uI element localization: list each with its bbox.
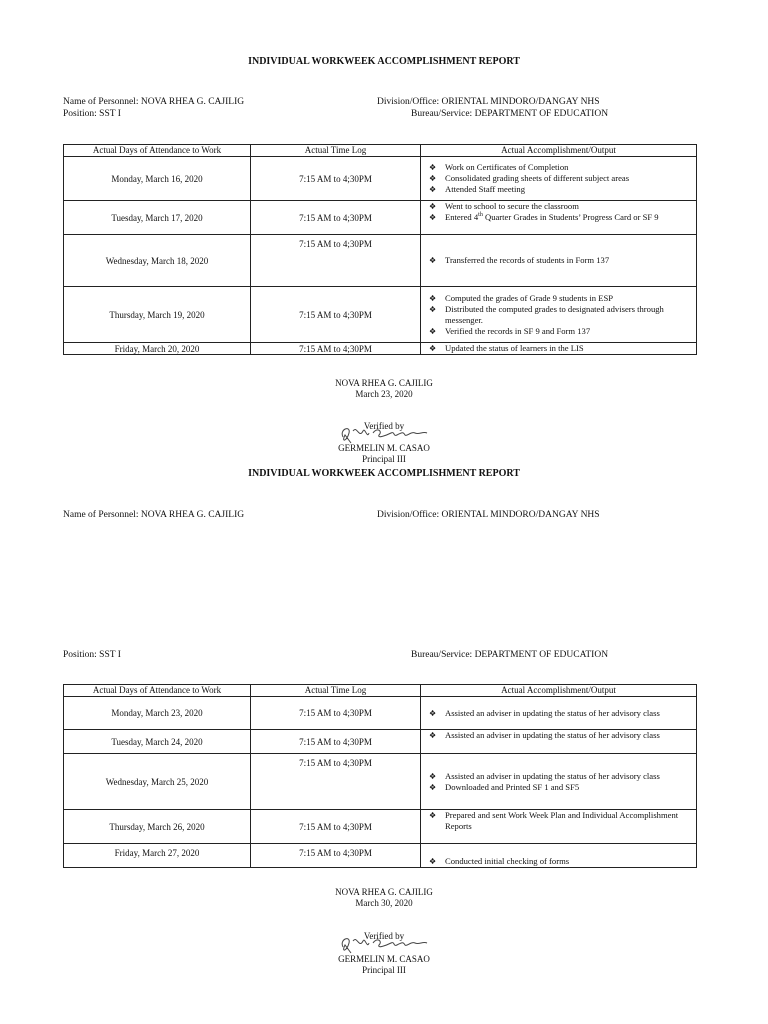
bullet-icon: ❖ <box>429 304 437 314</box>
signature-image <box>335 933 435 955</box>
list-item: ❖ Downloaded and Printed SF 1 and SF5 <box>429 781 580 792</box>
personnel-name: Name of Personnel: NOVA RHEA G. CAJILIG <box>63 97 245 107</box>
signature-icon <box>335 933 435 955</box>
bullet-icon: ❖ <box>429 857 437 866</box>
list-item: ❖ Assisted an adviser in updating the status of her advisory class <box>429 730 660 740</box>
time-cell: 7:15 AM to 4;30PM <box>251 235 421 287</box>
column-header: Actual Days of Attendance to Work <box>64 685 251 697</box>
list-item: ❖ Entered 4th Quarter Grades in Students’ Progress Card or SF 9 <box>429 212 659 222</box>
table-row <box>64 235 697 287</box>
accomplishment-table <box>63 144 697 355</box>
verifier-title: Principal III <box>362 454 406 464</box>
column-header: Actual Accomplishment/Output <box>421 685 697 697</box>
output-cell <box>421 754 697 810</box>
bullet-icon: ❖ <box>429 213 437 222</box>
report-title: INDIVIDUAL WORKWEEK ACCOMPLISHMENT REPORT <box>248 56 520 67</box>
bullet-icon: ❖ <box>429 811 437 820</box>
time-cell: 7:15 AM to 4;30PM <box>251 844 421 868</box>
list-item: ❖ Conducted initial checking of forms <box>429 856 570 866</box>
table-row <box>64 343 697 355</box>
personnel-name: Name of Personnel: NOVA RHEA G. CAJILIG <box>63 510 245 520</box>
table-header-row <box>64 145 697 157</box>
division-office: Division/Office: ORIENTAL MINDORO/DANGAY NHS <box>377 510 600 520</box>
day-cell: Monday, March 23, 2020 <box>64 697 251 730</box>
bullet-icon: ❖ <box>429 185 437 194</box>
output-cell <box>421 287 697 343</box>
day-cell: Thursday, March 19, 2020 <box>64 287 251 343</box>
day-cell: Friday, March 27, 2020 <box>64 844 251 868</box>
bureau-service: Bureau/Service: DEPARTMENT OF EDUCATION <box>411 109 609 119</box>
table-row <box>64 697 697 730</box>
bullet-icon: ❖ <box>429 782 437 792</box>
verifier-info <box>0 443 768 465</box>
bullet-icon: ❖ <box>429 708 437 718</box>
output-cell <box>421 810 697 844</box>
table-header-row <box>64 685 697 697</box>
column-header: Actual Accomplishment/Output <box>421 145 697 157</box>
day-cell: Thursday, March 26, 2020 <box>64 810 251 844</box>
position: Position: SST I <box>63 109 121 119</box>
signer-block <box>0 887 768 909</box>
list-item: ❖ Work on Certificates of Completion <box>429 162 569 172</box>
output-cell <box>421 697 697 730</box>
bullet-icon: ❖ <box>429 771 437 781</box>
list-item: ❖ Assisted an adviser in updating the status of her advisory class <box>429 707 660 718</box>
verified-by-label: Verified by <box>363 931 405 941</box>
time-cell: 7:15 AM to 4;30PM <box>251 754 421 810</box>
output-cell <box>421 201 697 235</box>
verified-by-label: Verified by <box>363 421 405 431</box>
output-cell <box>421 235 697 287</box>
verifier-info <box>0 954 768 976</box>
day-cell: Wednesday, March 18, 2020 <box>64 235 251 287</box>
bullet-icon: ❖ <box>429 256 437 265</box>
column-header: Actual Days of Attendance to Work <box>64 145 251 157</box>
bullet-icon: ❖ <box>429 202 437 211</box>
verifier-name: GERMELIN M. CASAO <box>338 443 430 453</box>
day-cell: Tuesday, March 24, 2020 <box>64 730 251 754</box>
division-office: Division/Office: ORIENTAL MINDORO/DANGAY NHS <box>377 97 600 107</box>
output-cell <box>421 844 697 868</box>
day-cell: Tuesday, March 17, 2020 <box>64 201 251 235</box>
time-cell: 7:15 AM to 4;30PM <box>251 697 421 730</box>
report-title: INDIVIDUAL WORKWEEK ACCOMPLISHMENT REPORT <box>248 468 520 479</box>
list-item: ❖ Attended Staff meeting <box>429 184 526 194</box>
bullet-icon: ❖ <box>429 344 437 353</box>
signature-image <box>335 423 435 445</box>
output-cell <box>421 343 697 355</box>
accomplishment-table <box>63 684 697 868</box>
list-item: ❖ Assisted an adviser in updating the status of her advisory class <box>429 770 660 781</box>
time-cell: 7:15 AM to 4;30PM <box>251 730 421 754</box>
output-cell <box>421 730 697 754</box>
bullet-icon: ❖ <box>429 326 437 336</box>
list-item: ❖ Updated the status of learners in the LIS <box>429 343 584 353</box>
signature-icon <box>335 423 435 445</box>
time-cell: 7:15 AM to 4;30PM <box>251 287 421 343</box>
bureau-service: Bureau/Service: DEPARTMENT OF EDUCATION <box>411 650 609 660</box>
column-header: Actual Time Log <box>251 685 421 697</box>
signer-name: NOVA RHEA G. CAJILIG <box>335 887 433 897</box>
list-item: ❖ Computed the grades of Grade 9 students in ESP <box>429 292 614 303</box>
time-cell: 7:15 AM to 4;30PM <box>251 343 421 355</box>
table-row <box>64 844 697 868</box>
table-row <box>64 810 697 844</box>
bullet-icon: ❖ <box>429 293 437 303</box>
day-cell: Friday, March 20, 2020 <box>64 343 251 355</box>
signer-block <box>0 378 768 400</box>
signer-date: March 23, 2020 <box>355 389 413 399</box>
verifier-title: Principal III <box>362 965 406 975</box>
time-cell: 7:15 AM to 4;30PM <box>251 201 421 235</box>
output-cell <box>421 157 697 201</box>
list-item: ❖ Prepared and sent Work Week Plan and Individual Accomplishment Reports <box>429 810 679 831</box>
table-row <box>64 201 697 235</box>
list-item: ❖ Went to school to secure the classroom <box>429 201 579 211</box>
table-row <box>64 730 697 754</box>
position: Position: SST I <box>63 650 121 660</box>
time-cell: 7:15 AM to 4;30PM <box>251 810 421 844</box>
verifier-name: GERMELIN M. CASAO <box>338 954 430 964</box>
bullet-icon: ❖ <box>429 731 437 740</box>
list-item: ❖ Verified the records in SF 9 and Form 137 <box>429 325 591 336</box>
time-cell: 7:15 AM to 4;30PM <box>251 157 421 201</box>
bullet-icon: ❖ <box>429 163 437 172</box>
table-row <box>64 157 697 201</box>
table-row <box>64 754 697 810</box>
bullet-icon: ❖ <box>429 174 437 183</box>
table-row <box>64 287 697 343</box>
signer-date: March 30, 2020 <box>355 898 413 908</box>
list-item: ❖ Distributed the computed grades to designated advisers through messenger. <box>429 303 664 325</box>
list-item: ❖ Consolidated grading sheets of different subject areas <box>429 173 630 183</box>
column-header: Actual Time Log <box>251 145 421 157</box>
day-cell: Wednesday, March 25, 2020 <box>64 754 251 810</box>
day-cell: Monday, March 16, 2020 <box>64 157 251 201</box>
list-item: ❖ Transferred the records of students in Form 137 <box>429 255 610 265</box>
signer-name: NOVA RHEA G. CAJILIG <box>335 378 433 388</box>
